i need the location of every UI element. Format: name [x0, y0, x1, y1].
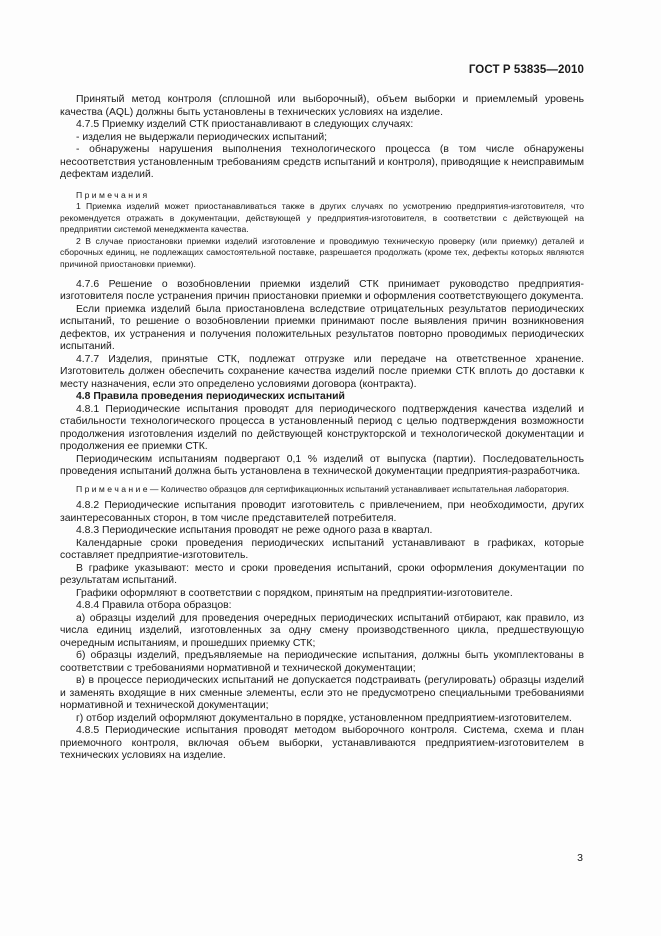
paragraph-resume-acceptance: Если приемка изделий была приостановлена вследствие отрицательных результатов периодических испытаний, то решение о возобновлении приемки принимают после выявления причин возникновения дефектов, их устранения и получения положительных результатов повторно проводимых периодических испытаний.	[60, 303, 584, 353]
notes-heading: Примечания	[76, 189, 150, 200]
document-body	[60, 94, 584, 763]
list-item-v: в) в процессе периодических испытаний не допускается подстраивать (регулировать) образцы изделий и заменять входящие в них сменные элементы, если это не предусмотрено специальными требованиями нормативной и технической документации;	[60, 675, 584, 712]
paragraph-schedule: Календарные сроки проведения периодических испытаний устанавливают в графиках, которые составляет предприятие-изготовитель.	[60, 537, 584, 562]
paragraph-4-8-3: 4.8.3 Периодические испытания проводят не реже одного раза в квартал.	[76, 525, 433, 537]
paragraph-4-7-5: 4.7.5 Приемку изделий СТК приостанавливают в следующих случаях:	[76, 119, 414, 130]
list-item-failed-tests: - изделия не выдержали периодических испытаний;	[76, 131, 328, 143]
paragraph-schedule-format: Графики оформляют в соответствии с порядком, принятым на предприятии-изготовителе.	[76, 587, 513, 599]
standard-header: ГОСТ Р 53835—2010	[468, 64, 584, 76]
note-certification-samples: П р и м е ч а н и е — Количество образцов для сертификационных испытаний устанавливает испытательная лаборатория.	[76, 483, 570, 494]
paragraph-schedule-contents: В графике указывают: место и сроки проведения испытаний, сроки оформления документации по результатам испытаний.	[60, 562, 584, 587]
paragraph-4-8-4: 4.8.4 Правила отбора образцов:	[76, 600, 232, 612]
paragraph-4-7-7: 4.7.7 Изделия, принятые СТК, подлежат отгрузке или передаче на ответственное хранение. Изготовитель должен обеспечить сохранение качества изделий после приемки СТК вплоть до доставки к месту назначения, если это определено условиями договора (контракта).	[60, 353, 584, 390]
section-heading-4-8: 4.8 Правила проведения периодических испытаний	[76, 391, 345, 403]
paragraph-method: Принятый метод контроля (сплошной или выборочный), объем выборки и приемлемый уровень качества (AQL) должны быть установлены в технических условиях на изделие.	[60, 94, 584, 118]
list-item-a: а) образцы изделий для проведения очередных периодических испытаний отбирают, как правило, из числа единиц изделий, изготовленных за одну смену производственного цикла, предшествующую очередным испытаниям, и прошедших приемку СТК;	[60, 612, 584, 649]
note-2: 2 В случае приостановки приемки изделий изготовление и проводимую техническую проверку (или приемку) деталей и сборочных единиц, не подлежащих самостоятельной поставке, разрешается продолжать (кроме тех, дефекты которых являются причиной приостановки приемки).	[60, 235, 584, 270]
paragraph-4-8-2: 4.8.2 Периодические испытания проводит изготовитель с привлечением, при необходимости, других заинтересованных сторон, в том числе представителей потребителя.	[60, 500, 584, 524]
paragraph-4-7-6: 4.7.6 Решение о возобновлении приемки изделий СТК принимает руководство предприятия-изготовителя после устранения причин приостановки приемки и оформления соответствующего документа.	[60, 278, 584, 303]
page-number: 3	[577, 852, 583, 864]
list-item-process-violations: - обнаружены нарушения выполнения технологического процесса (в том числе обнаружены несоответствия установленным требованиям средств испытаний и контроля), приводящие к неисправимым дефектам изделий.	[60, 144, 584, 180]
paragraph-4-8-5: 4.8.5 Периодические испытания проводят методом выборочного контроля. Система, схема и план приемочного контроля, включая объем выборки, устанавливаются предприятием-изготовителем в технических условиях на изделие.	[60, 725, 584, 762]
paragraph-4-8-1: 4.8.1 Периодические испытания проводят для периодического подтверждения качества изделий и стабильности технологического процесса в установленный период с целью подтверждения возможности продолжения изготовления изделий по действующей конструкторской и технологической документации и продолжения ее приемки СТК.	[60, 403, 584, 453]
list-item-g: г) отбор изделий оформляют документально в порядке, установленном предприятием-изготовителем.	[76, 712, 572, 724]
paragraph-sample-size: Периодическим испытаниям подвергают 0,1 % изделий от выпуска (партии). Последовательность проведения испытаний должна быть установлена в технической документации предприятия-разработчика.	[60, 453, 584, 478]
list-item-b: б) образцы изделий, предъявляемые на периодические испытания, должны быть укомплектованы в соответствии с требованиями нормативной и технической документации;	[60, 650, 584, 674]
note-1: 1 Приемка изделий может приостанавливаться также в других случаях по усмотрению предприятия-изготовителя, что рекомендуется отражать в документации, действующей у предприятия-изготовителя, в соответствии с действующей на предприятии системой менеджмента качества.	[60, 201, 584, 235]
